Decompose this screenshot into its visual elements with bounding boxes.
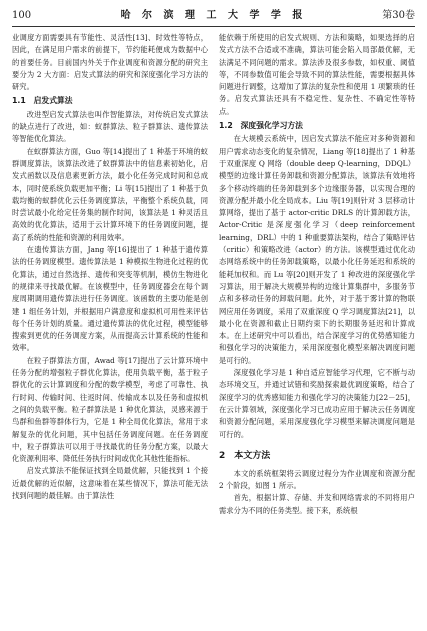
running-header [12,8,415,24]
paragraph: 改进型启发式算法也叫作智能算法，对传统启发式算法的缺点进行了改进，如：蚁群算法、粒子群算法、遗传算法等智能优化算法。 [12,109,208,144]
paragraph: 能依赖于所使用的启发式规则、方法和策略，如果选择的启发式方法不合适或不准确，算法可能会陷入局部最优解，无法满足不同问题的需求。算法涉及很多参数，如权重、阈值等，不同参数值可能会导致不同的算法性能，需要根据具体问题进行调整，这增加了算法的复杂性和使用 1 项繁琐的任务。启发式算法还具有不稳定性、复杂性、不确定性等特点。 [219,33,415,116]
paragraph: 启发式算法不能保证找到全局最优解，只能找到 1 个接近最优解的近似解，这意味着在某些情况下，算法可能无法找到问题的最佳解。由于算法性 [12,466,208,500]
page-number: 100 [12,10,32,21]
paragraph: 在粒子群算法方面，Awad 等[17]提出了云计算环境中任务分配的增强粒子群优化算法，使用负载平衡，基于粒子群优化的云计算调度和分配的数学模型，考虑了可靠性、执行时间、传输时间、往返时间、传输成本以及任务和虚拟机之间的负载平衡。粒子群算法是 1 种优化算法，灵感来源于鸟群和鱼群等群体行为，它是 1 种全局优化算法，常用于求解复杂的优化问题，其中包括任务调度问题。在任务调度中，粒子群算法可以用于寻找最优的任务分配方案，以最大化资源利用率、降低任务执行时间或优化其他性能指标。 [12,355,208,464]
section-heading-1-2: 1.2 深度强化学习方法 [219,121,303,131]
section-heading-2: 2 本文方法 [219,450,271,461]
paragraph: 在大规模云系统中，因启发式算法不能应对多种资源和用户需求动态变化的复杂情况，Liang 等[18]提出了 1 种基于双重深度 Q 网络（double deep Q-learning，DDQL）模型的边缘计算任务卸载和资源分配算法，该算法有效地将多个移动终端的任务卸载到多个边缘服务器，以实现合理的资源分配并最小化全局成本。Liu 等[19]则针对 3 层移动计算网络，提出了基于 actor-critic DRLS 的计算卸载方法，Actor-Critic 是深度强化学习（deep reinforcement learning，DRL）中的 1 种重要算法架构，结合了策略评估（critic）和策略改进（actor）的方法。该模型通过优化动态网络系统中的任务卸载策略，以最小化任务延迟和系统的能耗加权和。而 Lu 等[20]则开发了 1 种改进的深度强化学习算法，用于解决大规模异构的边缘计算集群中，多服务节点和多移动任务的卸载问题。此外，对于基于雾计算的物联网应用任务调度，采用了双重深度 Q 学习调度算法[21]，以最小化在资源和截止日期约束下的长期服务延迟和计算成本。在上述研究中可以看出，结合深度学习的优势感知能力和强化学习的决策能力，采用深度强化模型来解决调度问题是可行的。 [219,134,415,365]
paragraph: 在蚁群算法方面，Guo 等[14]提出了 1 种基于环境的蚁群调度算法，该算法改进了蚁群算法中的信息素初始化，启发式函数以及信息素更新方法，最小化任务完成时间和总成本，同时使系统负载更加平衡；Li 等[15]提出了 1 种基于负载均衡的蚁群优化云任务调度算法，平衡整个系统负载，同时尝试最小化给定任务集的制作时间，该算法是 1 种灵活且高效的优化算法，适用于云计算环境下的任务调度问题，提高了系统的性能和资源的利用效率。 [12,146,208,242]
left-column [12,32,208,622]
paragraph: 首先，根据计算、存储、并发和网络需求的不同将用户需求分为不同的任务类型。接下来，系统根 [219,493,415,515]
paragraph: 业调度方面需要具有节能性、灵活性[13]、时效性等特点，因此，在满足用户需求的前提下，节约能耗便成为数据中心的首要任务。目前国内外关于作业调度和资源分配的研究主要分为 2 大方面：启发式算法的研究和深度强化学习方法的研究。 [12,33,208,92]
paragraph: 本文的系统框架将云调度过程分为作业调度和资源分配 2 个阶段，如图 1 所示。 [219,468,415,491]
header-rule [12,26,415,27]
right-column [219,32,415,622]
journal-title: 哈 尔 滨 理 工 大 学 学 报 [120,10,307,21]
volume-label: 第30卷 [382,10,415,21]
paragraph: 在遗传算法方面，Jang 等[16]提出了 1 种基于遗传算法的任务调度模型。遗传算法是 1 种模拟生物进化过程的优化算法，通过自然选择、遗传和突变等机制，模仿生物进化的规律来寻找最优解。在该模型中，任务调度器会在每个调度周期调用遗传算法进行任务调度。该函数的主要功能是创建 1 组任务计划，并根据用户满意度和虚拟机可用性来评估每个任务计划的质量。通过遗传算法的优化过程，模型能够搜索到更优的任务调度方案，从而提高云计算系统的性能和效率。 [12,245,208,353]
section-heading-1-1: 1.1 启发式算法 [12,96,73,106]
paragraph: 深度强化学习是 1 种自适应智能学习代理，它不断与动态环境交互，并通过试错和奖励探索最优调度策略，结合了深度学习的优秀感知能力和强化学习的决策能力[22－25]，在云计算领域，深度强化学习已成功应用于解决云任务调度和资源分配问题，采用深度强化学习模型来解决调度问题是可行的。 [219,368,415,439]
